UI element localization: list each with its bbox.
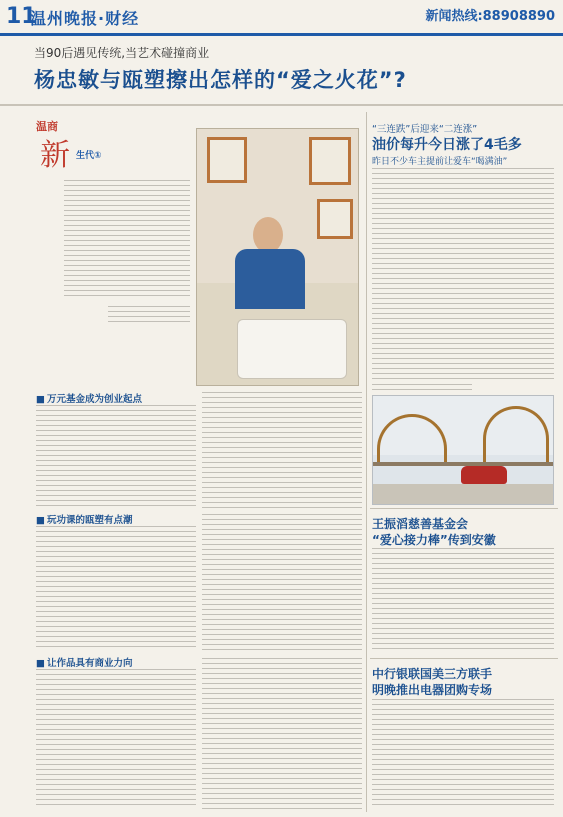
section-heading: ■ 万元基金成为创业起点 [36,391,142,405]
photo-byline [108,306,190,326]
column-label [36,118,126,176]
column-divider [366,112,367,812]
article-text-block [372,699,554,809]
story-divider [370,508,558,509]
headline-rule [0,104,563,106]
intro-text-block [64,180,190,298]
charity-headline-line2: “爱心接力棒”传到安徽 [372,533,496,547]
section-heading: ■ 玩功课的瓯塑有点潮 [36,512,133,526]
section-heading: ■ 让作品具有商业力向 [36,655,133,669]
oil-price-kicker: “三连跌”后迎来“二连涨” [372,124,478,135]
article-text-block [202,514,362,650]
story-divider [370,658,558,659]
groupbuy-headline-line2: 明晚推出电器团购专场 [372,683,493,697]
main-kicker: 当90后遇见传统,当艺术碰撞商业 [34,46,210,60]
page-number: 11 [6,4,37,29]
groupbuy-headline-line1: 中行银联国美三方联手 [372,667,493,681]
oil-price-subhead: 昨日不少车主提前让爱车“喝满油” [372,157,508,167]
article-text-block [36,526,196,650]
newspaper-name: 温州晚报·财经 [30,9,140,28]
article-text-block [372,168,554,380]
article-text-block [36,669,196,809]
header-rule [0,33,563,36]
column-label-bottom: 生代① [76,151,102,161]
article-text-block [36,405,196,509]
charity-headline-line1: 王振滔慈善基金会 [372,517,469,531]
main-headline: 杨忠敏与瓯塑擦出怎样的“爱之火花”? [34,68,407,92]
oil-price-headline: 油价每升今日涨了4毛多 [372,137,522,153]
column-label-big: 新 [40,138,70,173]
article-text-block [202,392,362,509]
artist-photo [196,128,359,386]
article-text-block [372,548,554,652]
photo-byline [372,384,472,392]
article-text-block [202,658,362,809]
amusement-park-photo [372,395,554,505]
column-label-top: 温商 [36,120,58,133]
news-hotline: 新闻热线:88908890 [425,9,555,24]
